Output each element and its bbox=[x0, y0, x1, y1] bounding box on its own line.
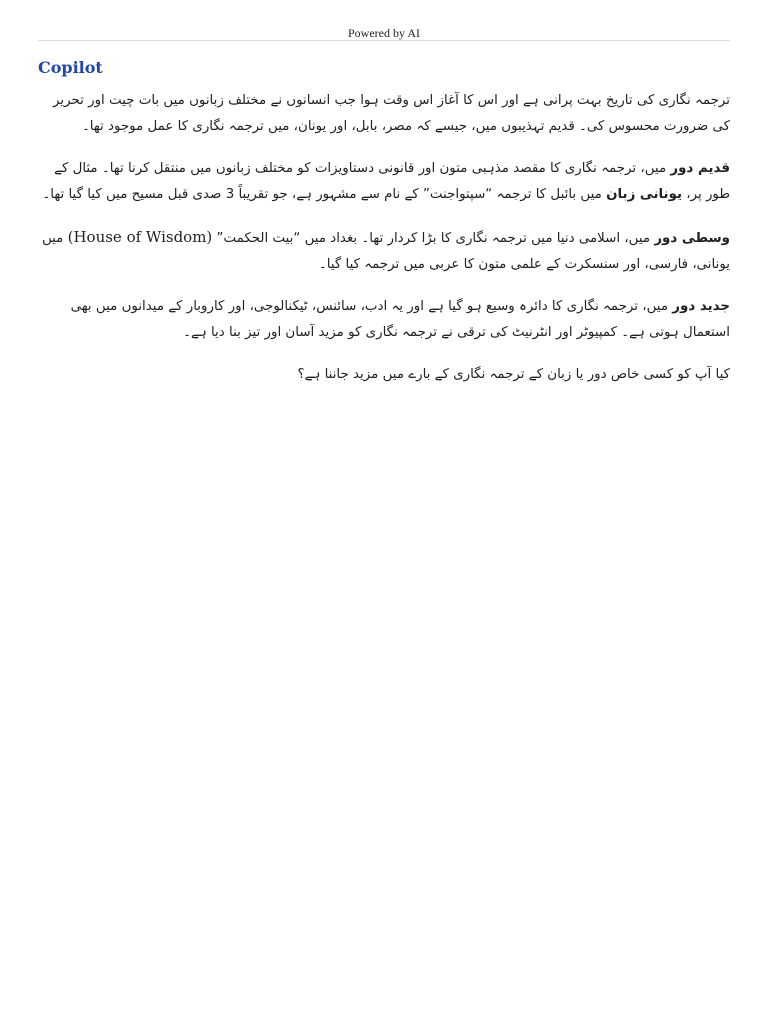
modern-era-text: میں، ترجمہ نگاری کا دائرہ وسیع ہو گیا ہے اور یہ ادب، سائنس، ٹیکنالوجی، اور کاروبار کے میدانوں میں بھی استعمال ہوتی ہے۔ کمپیوٹر اور انٹرنیٹ کی ترقی نے ترجمہ نگاری کو مزید آسان اور تیز بنا دیا ہے۔ bbox=[70, 299, 730, 340]
header-divider bbox=[38, 40, 730, 41]
response-title: Copilot bbox=[38, 58, 103, 77]
ancient-era-heading: قدیم دور bbox=[670, 161, 730, 176]
medieval-era-text-a: میں، اسلامی دنیا میں ترجمہ نگاری کا بڑا کردار تھا۔ بغداد میں “بیت الحکمت” bbox=[212, 231, 655, 246]
ancient-era-text-b: میں بائبل کا ترجمہ “سپتواجنت” کے نام سے مشہور ہے، جو تقریباً 3 صدی قبل مسیح میں کیا گیا تھا۔ bbox=[42, 187, 607, 202]
response-content bbox=[38, 88, 730, 388]
powered-by-label: Powered by AI bbox=[348, 26, 420, 40]
paragraph-modern bbox=[38, 294, 730, 346]
house-of-wisdom-term: (House of Wisdom) bbox=[67, 228, 213, 246]
ancient-era-text-a: میں، ترجمہ نگاری کا مقصد مذہبی متون اور قانونی دستاویزات کو مختلف زبانوں میں منتقل کرنا تھا۔ مثال کے طور پر، bbox=[54, 161, 730, 202]
medieval-era-text-b: میں یونانی، فارسی، اور سنسکرت کے علمی متون کا عربی میں ترجمہ کیا گیا۔ bbox=[41, 231, 730, 272]
paragraph-ancient bbox=[38, 156, 730, 208]
modern-era-heading: جدید دور bbox=[672, 299, 730, 314]
paragraph-followup-question: کیا آپ کو کسی خاص دور یا زبان کے ترجمہ نگاری کے بارے میں مزید جاننا ہے؟ bbox=[297, 367, 730, 382]
paragraph-medieval bbox=[38, 224, 730, 278]
greek-language-term: یونانی زبان bbox=[606, 187, 682, 202]
paragraph-intro: ترجمہ نگاری کی تاریخ بہت پرانی ہے اور اس کا آغاز اس وقت ہوا جب انسانوں نے مختلف زبانوں میں بات چیت اور تحریر کی ضرورت محسوس کی۔ قدیم تہذیبوں میں، جیسے کہ مصر، بابل، اور یونان، میں ترجمہ نگاری کا عمل موجود تھا۔ bbox=[52, 93, 730, 134]
medieval-era-heading: وسطی دور bbox=[654, 231, 730, 246]
